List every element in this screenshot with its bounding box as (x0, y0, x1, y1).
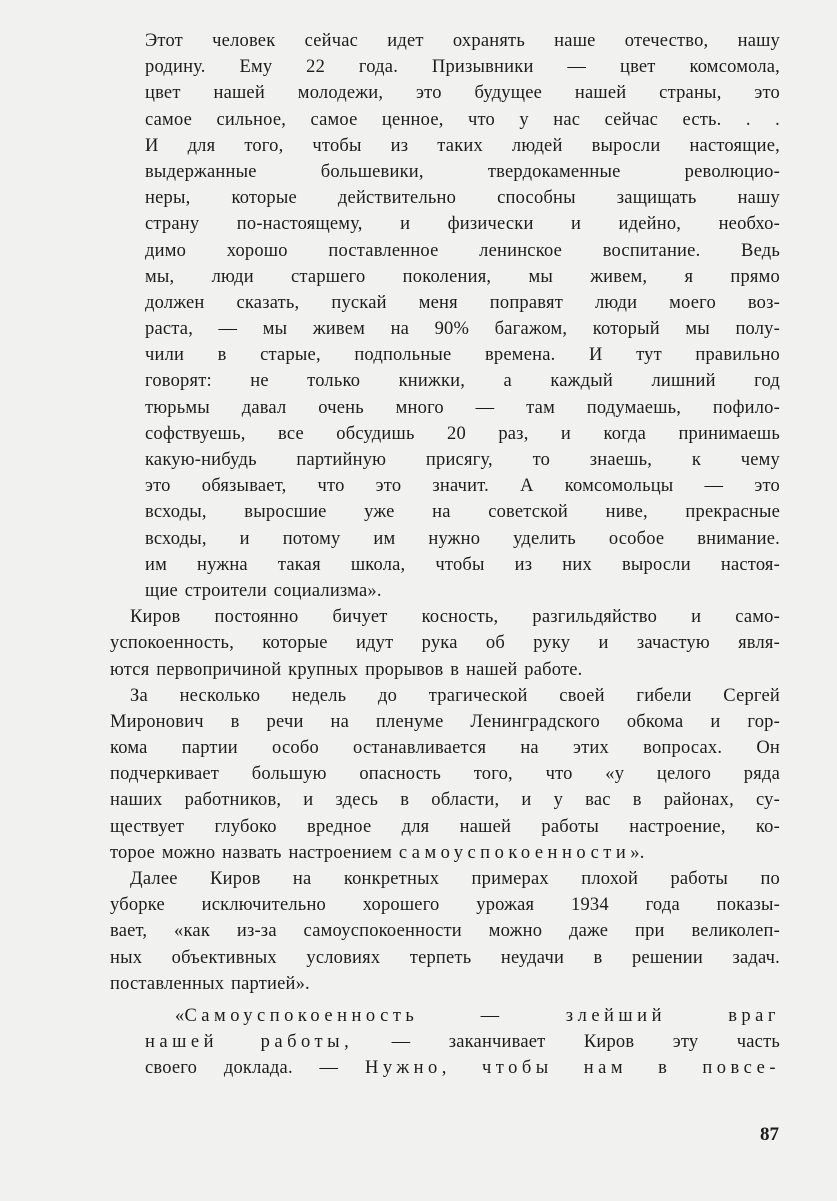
spaced-emphasis-text: Самоуспокоенность — злейший враг (184, 1005, 780, 1026)
body-p-paragraph (110, 604, 780, 683)
text-line (145, 578, 780, 604)
text-segment: За несколько недель до трагической своей гибели Сергей (130, 685, 780, 706)
text-line (145, 421, 780, 447)
text-segment: « (175, 1005, 185, 1026)
text-segment: выдержанные большевики, твердокаменные революцио- (145, 161, 780, 182)
text-segment: уборке исключительно хорошего урожая 1934 года показы- (110, 895, 780, 916)
text-segment: должен сказать, пускай меня поправят люди моего воз- (145, 292, 780, 313)
text-line (110, 814, 780, 840)
body-p-paragraph (110, 683, 780, 866)
text-line (110, 787, 780, 813)
text-line (145, 133, 780, 159)
text-segment: успокоенность, которые идут рука об руку и зачастую явля- (110, 633, 780, 654)
text-line (110, 971, 780, 997)
text-line (145, 54, 780, 80)
spaced-emphasis-text: Нужно, чтобы нам в повсе- (364, 1058, 780, 1079)
text-segment: И для того, чтобы из таких людей выросли настоящие, (145, 135, 780, 156)
text-line (110, 604, 780, 630)
text-segment: всходы, и потому им нужно уделить особое внимание. (145, 528, 780, 549)
text-segment: мы, люди старшего поколения, мы живем, я прямо (145, 266, 780, 287)
text-segment: раста, — мы живем на 90% багажом, который мы полу- (145, 319, 780, 340)
text-line (145, 238, 780, 264)
text-segment: Миронович в речи на пленуме Ленинградского обкома и гор- (110, 711, 780, 732)
text-line (110, 866, 780, 892)
text-segment: кома партии особо останавливается на этих вопросах. Он (110, 738, 780, 759)
text-line (145, 473, 780, 499)
page-number: 87 (760, 1124, 779, 1145)
text-segment: всходы, выросшие уже на советской ниве, прекрасные (145, 502, 780, 523)
text-line (145, 395, 780, 421)
text-segment: говорят: не только книжки, а каждый лишний год (145, 371, 780, 392)
text-line (145, 80, 780, 106)
body-p-paragraph (110, 866, 780, 997)
text-line (145, 1003, 780, 1029)
text-line (145, 1029, 780, 1055)
text-segment: цвет нашей молодежи, это будущее нашей страны, это (145, 83, 780, 104)
text-line (145, 499, 780, 525)
quote-paragraph (145, 28, 780, 604)
text-line (110, 709, 780, 735)
text-segment: это обязывает, что это значит. А комсомольцы — это (145, 476, 780, 497)
text-segment: ществует глубоко вредное для нашей работы настроение, ко- (110, 816, 780, 837)
text-segment: родину. Ему 22 года. Призывники — цвет комсомола, (145, 57, 780, 78)
text-segment: ются первопричиной крупных прорывов в нашей работе. (110, 659, 583, 680)
text-segment: вает, «как из-за самоуспокоенности можно даже при великолеп- (110, 921, 780, 942)
text-line (145, 185, 780, 211)
text-segment: щие строители социализма». (145, 580, 382, 601)
text-line (145, 316, 780, 342)
text-segment: софствуешь, все обсудишь 20 раз, и когда принимаешь (145, 423, 780, 444)
text-line (110, 683, 780, 709)
text-line (110, 735, 780, 761)
text-line (110, 892, 780, 918)
text-line (145, 159, 780, 185)
text-segment: поставленных партией». (110, 973, 310, 994)
text-line (110, 657, 780, 683)
text-line (110, 918, 780, 944)
page-body-text (110, 28, 780, 1082)
spaced-emphasis-text: самоуспокоенности (398, 842, 631, 863)
text-segment: самое сильное, самое ценное, что у нас сейчас есть. . . (145, 109, 780, 130)
text-segment: страну по-настоящему, и физически и идейно, необхо- (145, 214, 780, 235)
text-line (145, 342, 780, 368)
text-segment: димо хорошо поставленное ленинское воспитание. Ведь (145, 240, 780, 261)
spaced-emphasis-text: нашей работы, (145, 1032, 354, 1053)
final-quote-paragraph (145, 1003, 780, 1082)
text-segment: наших работников, и здесь в области, и у вас в районах, су- (110, 790, 780, 811)
text-segment: торое можно назвать настроением (110, 842, 399, 863)
text-segment: какую-нибудь партийную присягу, то знаешь, к чему (145, 450, 780, 470)
text-segment: — заканчивает Киров эту часть (353, 1032, 781, 1053)
text-segment: им нужна такая школа, чтобы из них выросли настоя- (145, 554, 780, 575)
text-line (145, 107, 780, 133)
text-segment: неры, которые действительно способны защищать нашу (145, 188, 780, 209)
text-segment: Этот человек сейчас идет охранять наше отечество, нашу (145, 31, 780, 51)
text-line (145, 1055, 780, 1081)
text-segment: своего доклада. — (145, 1058, 365, 1079)
text-line (145, 211, 780, 237)
text-line (145, 28, 780, 54)
text-line (145, 264, 780, 290)
text-segment: чили в старые, подпольные времена. И тут правильно (145, 345, 780, 366)
text-segment: ных объективных условиях терпеть неудачи в решении задач. (110, 947, 780, 968)
text-segment: Киров постоянно бичует косность, разгильдяйство и само- (130, 607, 780, 628)
text-line (110, 761, 780, 787)
text-line (110, 840, 780, 866)
text-segment: тюрьмы давал очень много — там подумаешь, пофило- (145, 397, 780, 418)
text-segment: подчеркивает большую опасность того, что «у целого ряда (110, 764, 780, 785)
text-line (145, 552, 780, 578)
text-line (110, 630, 780, 656)
text-line (145, 526, 780, 552)
text-line (145, 368, 780, 394)
text-segment: ». (630, 842, 645, 863)
text-segment: Далее Киров на конкретных примерах плохой работы по (130, 869, 780, 889)
text-line (145, 447, 780, 473)
text-line (110, 945, 780, 971)
text-line (145, 290, 780, 316)
